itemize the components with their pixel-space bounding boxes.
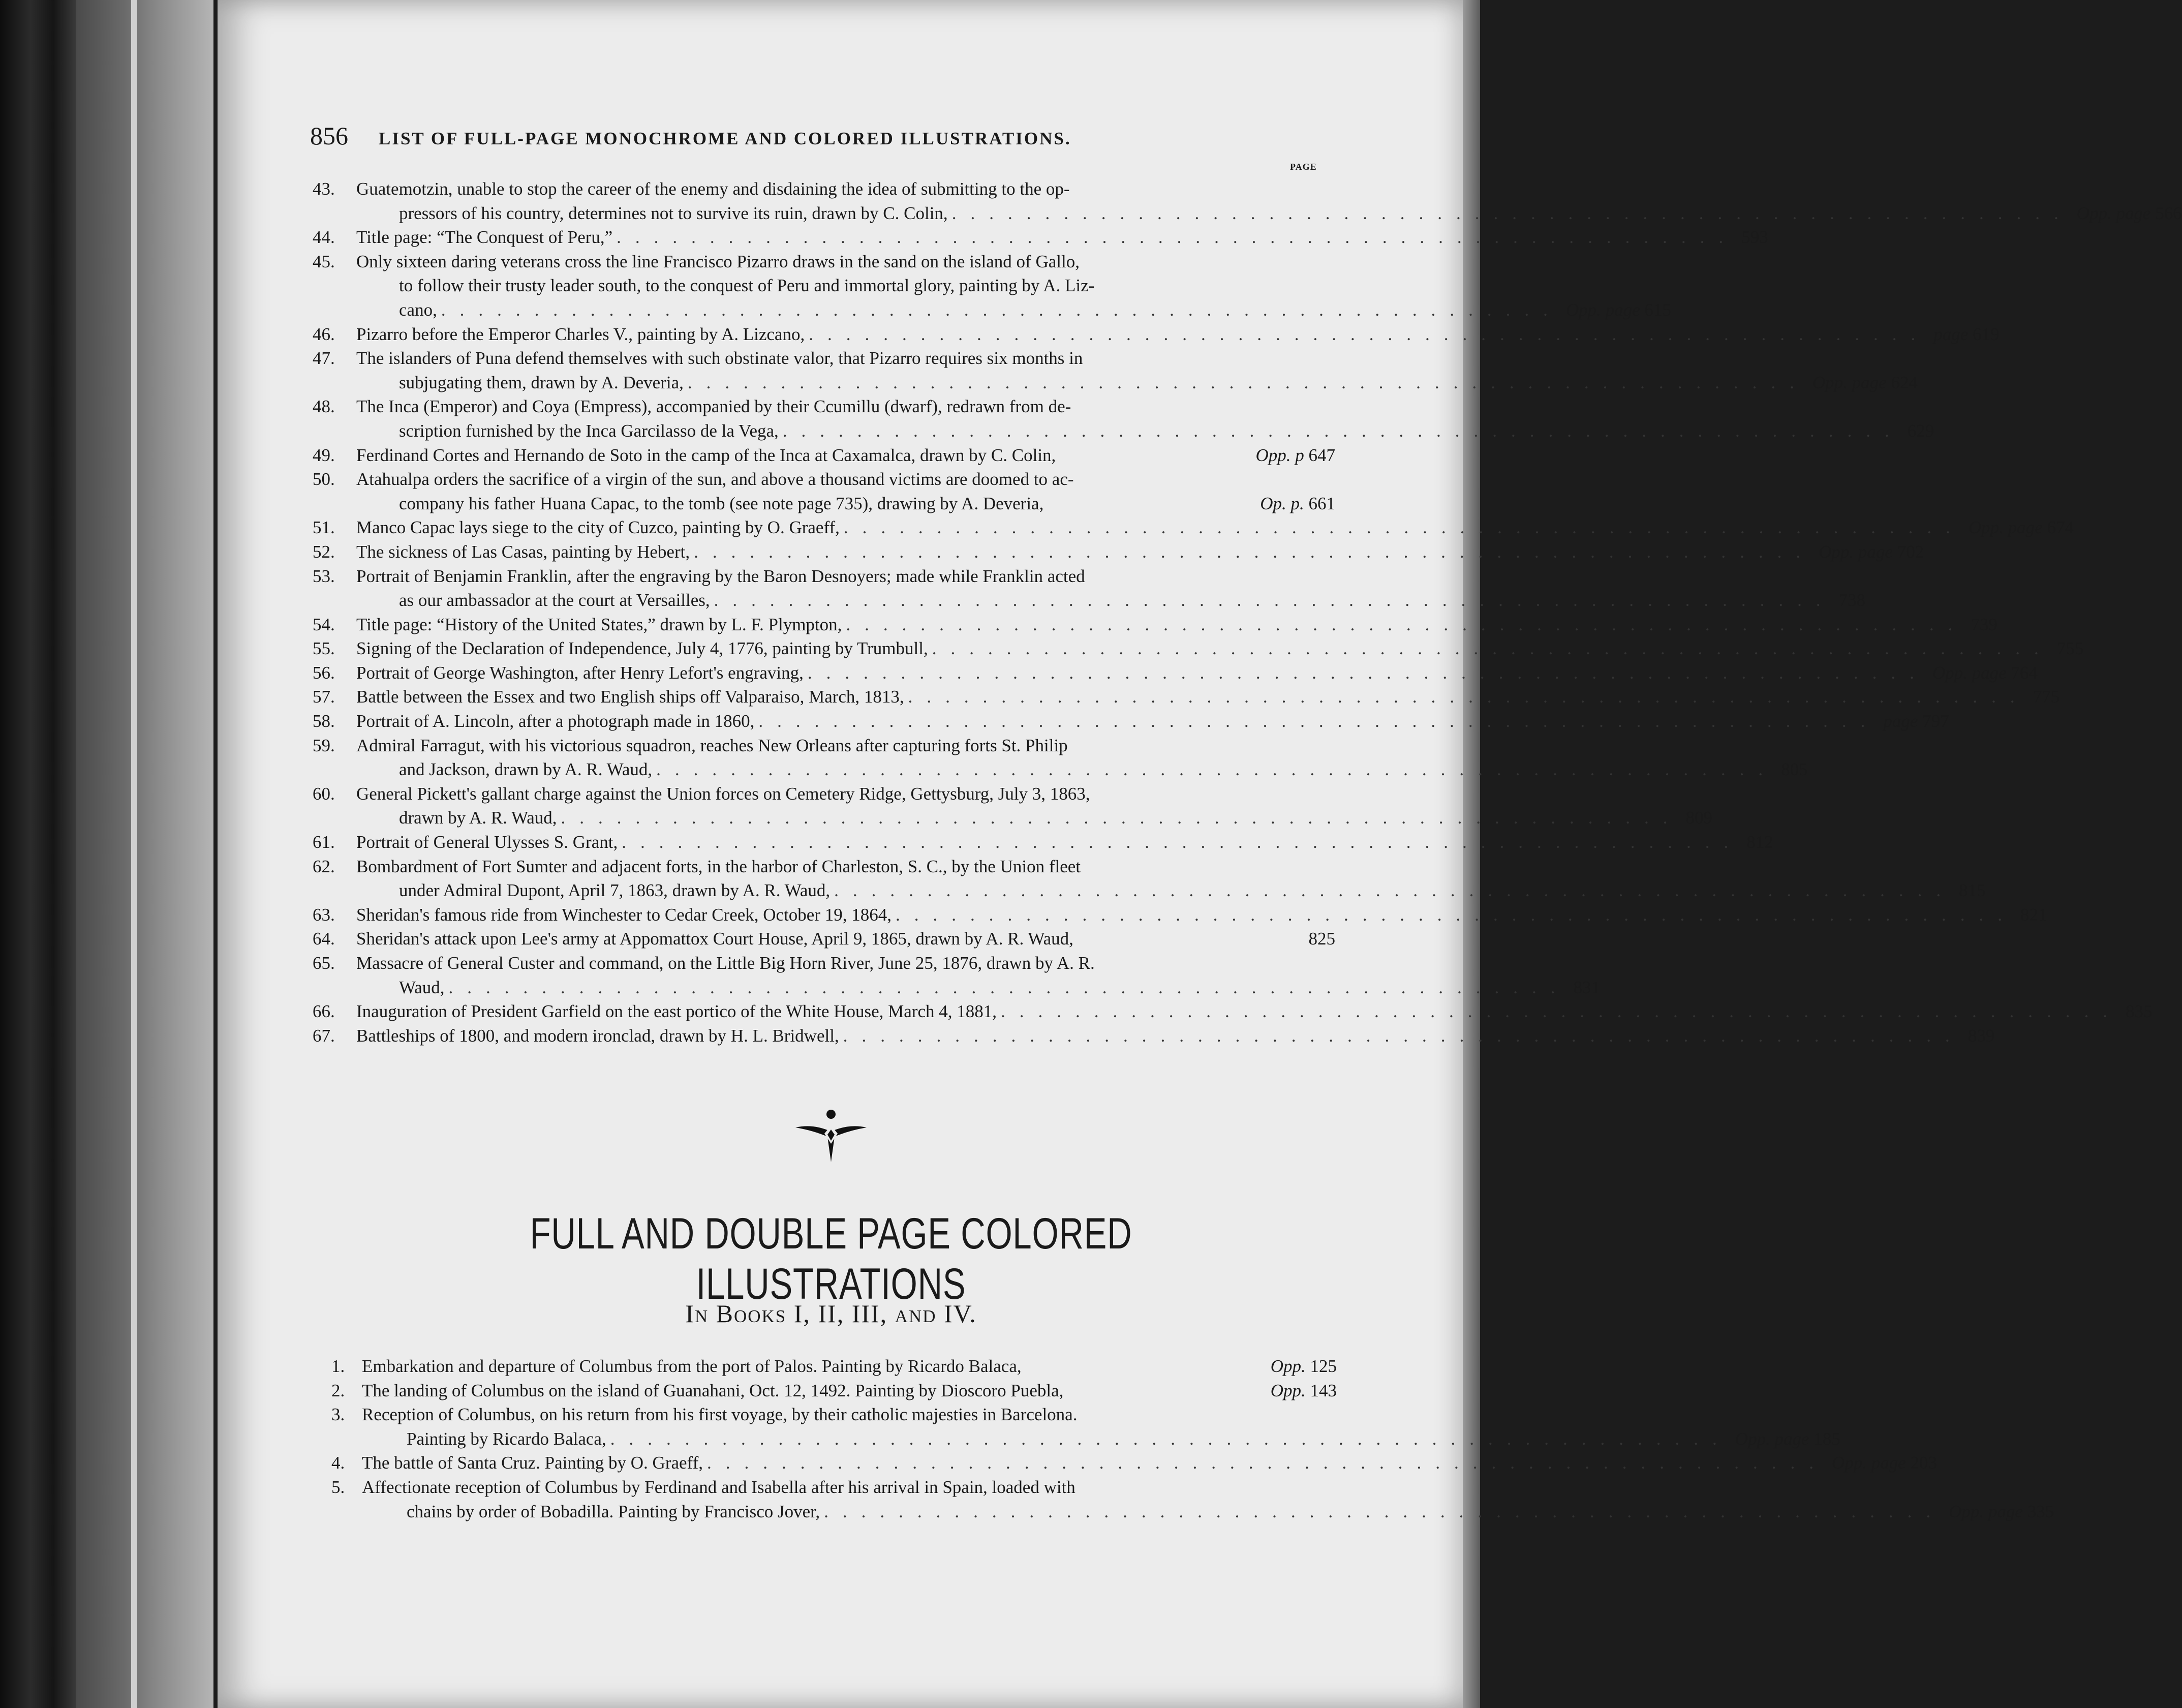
list-item <box>313 709 1949 734</box>
leader-dots: ............................................................ <box>714 590 1835 611</box>
page-reference <box>2077 201 2182 226</box>
ref-prefix: Opp. page <box>1932 662 2007 683</box>
page-number-ref: 335 <box>2027 1501 2054 1521</box>
leader-dots: ............................................................ <box>441 299 1562 320</box>
item-line <box>407 1427 1840 1451</box>
item-text: Sheridan's famous ride from Winchester to Cedar Creek, October 19, 1864, <box>356 904 892 925</box>
item-line <box>356 830 1773 855</box>
item-line <box>362 1379 1337 1403</box>
leader-dots: ............................................................ <box>843 517 1964 538</box>
item-text: Battle between the Essex and two English ships off Valparaiso, March, 1813, <box>356 687 904 707</box>
item-text: Battleships of 1800, and modern ironclad, drawn by H. L. Bridwell, <box>356 1025 839 1046</box>
item-line <box>399 757 1808 782</box>
page-number-ref: 797 <box>1922 711 1949 731</box>
page-reference <box>1969 515 2074 540</box>
item-line <box>356 443 1335 468</box>
item-number: 62. <box>313 856 335 876</box>
page-reference <box>1574 975 1601 1000</box>
page-reference <box>1959 878 1986 903</box>
item-number: 4. <box>331 1453 345 1473</box>
list-item <box>331 1354 1337 1379</box>
item-line: Atahualpa orders the sacrifice of a virgin of the sun, and above a thousand victims are doomed to ac- <box>356 469 1074 490</box>
item-text: Embarkation and departure of Columbus from the port of Palos. Painting by Ricardo Balaca, <box>362 1356 1022 1376</box>
list-item <box>313 346 1918 394</box>
item-text: chains by order of Bobadilla. Painting by Francisco Jover, <box>407 1501 820 1521</box>
list-item <box>313 830 1773 855</box>
item-number: 51. <box>313 517 335 538</box>
item-text: The landing of Columbus on the island of Guanahani, Oct. 12, 1492. Painting by Dioscoro Puebla, <box>362 1380 1064 1400</box>
item-line <box>399 492 1335 516</box>
item-text: as our ambassador at the court at Versailles, <box>399 590 710 611</box>
page-number-ref: 593 <box>1741 227 1768 248</box>
item-number: 56. <box>313 662 335 683</box>
page-reference <box>1819 540 1924 564</box>
leader-dots: ............................................................ <box>824 1501 1945 1521</box>
page-number-ref: 812 <box>1746 832 1773 852</box>
page-number-ref: 815 <box>1959 880 1986 901</box>
item-line <box>356 999 2153 1024</box>
item-line <box>399 975 1601 1000</box>
list-item <box>313 661 2038 685</box>
list-item <box>313 636 2084 661</box>
page-reference <box>1812 371 1918 395</box>
page-number-ref: 821 <box>2020 904 2047 925</box>
ref-prefix: Opp. page <box>1949 1501 2023 1521</box>
item-text: Portrait of George Washington, after Henry Lefort's engraving, <box>356 662 804 683</box>
item-line <box>356 903 2047 927</box>
item-number: 47. <box>313 348 335 369</box>
item-line: Admiral Farragut, with his victorious squadron, reaches New Orleans after capturing forts St. Philip <box>356 735 1068 755</box>
list-item <box>313 903 2047 927</box>
leader-dots: ............................................................ <box>809 324 1930 344</box>
item-line: Only sixteen daring veterans cross the line Francisco Pizarro draws in the sand on the island of Gallo, <box>356 251 1080 271</box>
page-reference <box>1271 1354 1337 1379</box>
page-reference <box>1309 927 1336 951</box>
item-line <box>356 709 1949 734</box>
page-number-ref: 629 <box>1907 420 1934 441</box>
item-number: 50. <box>313 469 335 490</box>
item-text: Waud, <box>399 977 445 997</box>
page-reference <box>1971 613 1997 637</box>
ref-prefix: Opp. page <box>1565 299 1640 320</box>
item-text: pressors of his country, determines not to survive its ruin, drawn by C. Colin, <box>399 203 948 223</box>
item-text: scription furnished by the Inca Garcilasso de la Vega, <box>399 420 779 441</box>
page-number-ref: 839 <box>1968 1025 1995 1046</box>
item-number: 60. <box>313 783 335 804</box>
page-number-ref: 825 <box>1308 929 1335 949</box>
page-number-ref: 674 <box>2047 517 2074 538</box>
item-text: Title page: “History of the United States,” drawn by L. F. Plympton, <box>356 614 842 634</box>
page-number-ref: 203 <box>1910 1453 1938 1473</box>
item-line <box>356 515 2074 540</box>
list-item <box>313 734 1808 782</box>
book-spine <box>0 0 76 1708</box>
leader-dots: ............................................................ <box>706 1453 1828 1473</box>
section-subtitle: In Books I, II, III, and IV. <box>685 1299 977 1328</box>
item-text: Ferdinand Cortes and Hernando de Soto in the camp of the Inca at Caxamalca, drawn by C. Colin, <box>356 445 1056 465</box>
item-text: Manco Capac lays siege to the city of Cuzco, painting by O. Graeff, <box>356 517 840 538</box>
page-number-ref: 661 <box>1308 493 1335 513</box>
item-line: Reception of Columbus, on his return from his first voyage, by their catholic majesties in Barcelona. <box>362 1405 1078 1425</box>
ref-prefix: Opp. <box>1270 1380 1306 1400</box>
list-item <box>313 855 1986 903</box>
ref-prefix: Opp. page <box>1735 1428 1809 1449</box>
item-text: drawn by A. R. Waud, <box>399 808 557 828</box>
item-number: 54. <box>313 614 335 634</box>
item-line: Guatemotzin, unable to stop the career of the enemy and disdaining the idea of submitting to the op- <box>356 179 1070 199</box>
item-number: 64. <box>313 929 335 949</box>
item-line <box>356 636 2084 661</box>
leader-dots: ............................................................ <box>951 203 2073 223</box>
page-reference <box>1908 419 1934 443</box>
item-line <box>399 298 1671 322</box>
list-item <box>313 394 1934 443</box>
item-text: Portrait of A. Lincoln, after a photograph made in 1860, <box>356 711 755 731</box>
page-number-ref: 185 <box>1814 1428 1840 1449</box>
leader-dots: ............................................................ <box>782 420 1903 441</box>
item-text: Sheridan's attack upon Lee's army at Appomattox Court House, April 9, 1865, drawn by A. R. Waud, <box>356 929 1073 949</box>
item-text: company his father Huana Capac, to the tomb (see note page 735), drawing by A. Deveria, <box>399 493 1044 513</box>
list-item <box>313 613 1997 637</box>
item-line <box>356 685 2060 709</box>
item-number: 1. <box>331 1356 345 1376</box>
item-line <box>399 371 1918 395</box>
item-text: under Admiral Dupont, April 7, 1863, drawn by A. R. Waud, <box>399 880 831 901</box>
page-reference <box>1255 443 1335 468</box>
page-number-ref: 739 <box>1971 614 1997 634</box>
item-text: The battle of Santa Cruz. Painting by O. Graeff, <box>362 1453 703 1473</box>
page-reference <box>1566 298 1671 322</box>
colored-illustration-list <box>331 1354 2054 1523</box>
item-line <box>399 419 1934 443</box>
page-number: 856 <box>310 121 348 150</box>
ref-prefix: Opp. page <box>1968 517 2043 538</box>
leader-dots: ............................................................ <box>687 372 1808 392</box>
page-reference <box>1746 830 1773 855</box>
ref-prefix: page <box>1933 324 1969 344</box>
page-reference <box>2033 685 2060 709</box>
list-item <box>313 443 1335 468</box>
leader-dots: ............................................................ <box>843 1025 1964 1046</box>
list-item <box>313 322 2000 347</box>
item-number: 52. <box>313 541 335 562</box>
item-text: Title page: “The Conquest of Peru,” <box>356 227 613 248</box>
ref-prefix: Op. p. <box>1260 493 1304 513</box>
page-number-ref: 835 <box>2125 1001 2153 1022</box>
item-number: 44. <box>313 227 335 248</box>
leader-dots: ............................................................ <box>908 687 2029 707</box>
leader-dots: ............................................................ <box>656 759 1777 780</box>
item-text: Signing of the Declaration of Independence, July 4, 1776, painting by Trumbull, <box>356 638 928 659</box>
leader-dots: ............................................................ <box>932 638 2053 659</box>
ref-prefix: Opp. page <box>2076 203 2151 223</box>
item-line: General Pickett's gallant charge against the Union forces on Cemetery Ridge, Gettysburg, July 3, 1863, <box>356 783 1090 804</box>
item-number: 67. <box>313 1025 335 1046</box>
item-number: 49. <box>313 445 335 465</box>
leader-dots: ............................................................ <box>561 808 1682 828</box>
page-number-ref: 143 <box>1310 1380 1337 1400</box>
page-number-ref: 775 <box>2033 687 2060 707</box>
item-number: 63. <box>313 904 335 925</box>
item-number: 5. <box>331 1477 345 1497</box>
list-item <box>313 540 1924 564</box>
leader-dots: ............................................................ <box>694 541 1815 562</box>
item-number: 58. <box>313 711 335 731</box>
page-reference <box>1271 1379 1337 1403</box>
page-number-ref: 125 <box>1310 1356 1337 1376</box>
item-number: 55. <box>313 638 335 659</box>
leader-dots: ............................................................ <box>896 904 2016 925</box>
item-line <box>356 661 2038 685</box>
page-reference <box>2057 636 2084 661</box>
page-reference <box>1781 757 1808 782</box>
ref-prefix: Opp. p <box>1255 445 1304 465</box>
item-line <box>362 1354 1337 1379</box>
list-item <box>313 225 1768 250</box>
list-item <box>313 951 1601 999</box>
item-line: Bombardment of Fort Sumter and adjacent forts, in the harbor of Charleston, S. C., by the Union fleet <box>356 856 1081 876</box>
item-line <box>407 1500 2054 1524</box>
list-item <box>331 1475 2054 1523</box>
page-number-ref: 755 <box>2056 638 2084 659</box>
list-item <box>313 564 1866 613</box>
page-number-ref: 615 <box>1644 299 1671 320</box>
page-number-ref: 805 <box>1781 759 1808 780</box>
running-head: LIST OF FULL-PAGE MONOCHROME AND COLORED ILLUSTRATIONS. <box>379 129 1071 148</box>
item-number: 43. <box>313 179 335 199</box>
list-item <box>313 250 1671 322</box>
item-line <box>399 201 2182 226</box>
page-reference <box>2020 903 2047 927</box>
item-number: 59. <box>313 735 335 755</box>
item-number: 46. <box>313 324 335 344</box>
page-reference <box>1832 1451 1937 1475</box>
item-line: to follow their trusty leader south, to the conquest of Peru and immortal glory, painting by A. Liz- <box>399 276 1095 296</box>
list-item <box>331 1379 1337 1403</box>
page-reference <box>1260 492 1335 516</box>
item-line: The Inca (Emperor) and Coya (Empress), accompanied by their Ccumillu (dwarf), redrawn from de- <box>356 396 1071 417</box>
ornament-icon <box>793 1108 869 1164</box>
ref-prefix: Opp. page <box>1812 372 1887 392</box>
page-reference <box>1686 806 1713 830</box>
item-line <box>399 588 1866 613</box>
page-number-ref: 647 <box>1308 445 1335 465</box>
page-number-ref: 624 <box>1891 372 1918 392</box>
item-line: Portrait of Benjamin Franklin, after the engraving by the Baron Desnoyers; made while Franklin acted <box>356 566 1085 586</box>
leader-dots: ............................................................ <box>1000 1001 2122 1022</box>
item-number: 57. <box>313 687 335 707</box>
leader-dots: ............................................................ <box>448 977 1570 997</box>
page-reference <box>1968 1024 1995 1048</box>
leader-dots: ............................................................ <box>617 227 1738 248</box>
section-title: FULL AND DOUBLE PAGE COLORED ILLUSTRATIONS <box>530 1209 1132 1308</box>
item-text: Painting by Ricardo Balaca, <box>407 1428 606 1449</box>
page-header <box>310 121 1342 150</box>
page-reference <box>1741 225 1768 250</box>
leader-dots: ............................................................ <box>610 1428 1731 1449</box>
leader-dots: ............................................................ <box>834 880 1955 901</box>
item-number: 66. <box>313 1001 335 1022</box>
page-reference <box>1839 588 1866 613</box>
item-line <box>356 540 1924 564</box>
item-line <box>399 806 1713 830</box>
page-number-ref: 764 <box>2011 662 2038 683</box>
item-text: The sickness of Las Casas, painting by Hebert, <box>356 541 690 562</box>
item-line <box>356 613 1997 637</box>
item-line: Affectionate reception of Columbus by Ferdinand and Isabella after his arrival in Spain, loaded with <box>362 1477 1075 1497</box>
ref-prefix: Opp. page <box>1819 541 1893 562</box>
item-line <box>356 1024 1995 1048</box>
item-number: 2. <box>331 1380 345 1400</box>
leader-dots: ............................................................ <box>622 832 1743 852</box>
item-line <box>399 878 1986 903</box>
item-text: Pizarro before the Emperor Charles V., painting by A. Lizcano, <box>356 324 805 344</box>
item-number: 53. <box>313 566 335 586</box>
list-item <box>313 782 1713 830</box>
ref-prefix: Opp. <box>1270 1356 1306 1376</box>
list-item <box>313 467 1335 515</box>
page-reference <box>2126 999 2153 1024</box>
list-item <box>313 177 2182 225</box>
leader-dots: ............................................................ <box>807 662 1928 683</box>
item-line: Massacre of General Custer and command, on the Little Big Horn River, June 25, 1876, drawn by A. R. <box>356 953 1095 973</box>
ref-prefix: page <box>1883 711 1918 731</box>
list-item <box>331 1451 1938 1475</box>
item-text: Inauguration of President Garfield on the east portico of the White House, March 4, 1881, <box>356 1001 997 1022</box>
item-line <box>362 1451 1938 1475</box>
list-item <box>313 685 2060 709</box>
page-reference <box>1932 661 2038 685</box>
illustration-list <box>313 177 2182 1048</box>
page-reference <box>1883 709 1949 734</box>
item-number: 48. <box>313 396 335 417</box>
page-column-label: PAGE <box>1290 162 1317 172</box>
page-reference <box>1949 1500 2054 1524</box>
page-number-ref: 809 <box>1685 808 1713 828</box>
item-line <box>356 927 1335 951</box>
page-number-ref: 566 <box>2155 203 2182 223</box>
item-text: subjugating them, drawn by A. Deveria, <box>399 372 684 392</box>
item-text: Portrait of General Ulysses S. Grant, <box>356 832 618 852</box>
list-item <box>313 927 1335 951</box>
item-line: The islanders of Puna defend themselves with such obstinate valor, that Pizarro requires six months in <box>356 348 1083 369</box>
item-line <box>356 322 2000 347</box>
page-reference <box>1933 322 1999 347</box>
leader-dots: ............................................................ <box>846 614 1967 634</box>
page-number-ref: 619 <box>1973 324 2000 344</box>
leader-dots: ............................................................ <box>758 711 1880 731</box>
list-item <box>313 515 2074 540</box>
page-number-ref: 738 <box>1838 590 1866 611</box>
list-item <box>331 1402 1840 1451</box>
item-text: cano, <box>399 299 437 320</box>
item-number: 45. <box>313 251 335 271</box>
page-reference <box>1735 1427 1840 1451</box>
ref-prefix: Opp. page <box>1831 1453 1906 1473</box>
item-number: 65. <box>313 953 335 973</box>
item-number: 61. <box>313 832 335 852</box>
item-text: and Jackson, drawn by A. R. Waud, <box>399 759 653 780</box>
page-number-ref: 702 <box>1897 541 1924 562</box>
page-number-ref: 831 <box>1573 977 1601 997</box>
item-number: 3. <box>331 1405 345 1425</box>
list-item <box>313 999 2153 1024</box>
item-line <box>356 225 1768 250</box>
list-item <box>313 1024 1995 1048</box>
book-cover-board <box>76 0 213 1708</box>
cover-edge <box>131 0 137 1708</box>
